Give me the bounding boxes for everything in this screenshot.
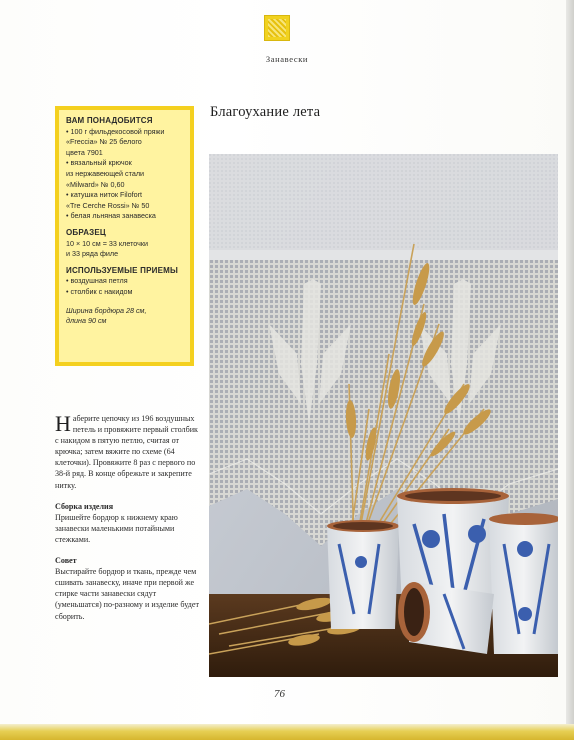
sample-heading: ОБРАЗЕЦ bbox=[66, 227, 106, 237]
techniques-section bbox=[66, 266, 184, 298]
sample-section bbox=[66, 228, 184, 260]
materials-list bbox=[66, 127, 184, 222]
ceramic-pot-left bbox=[327, 520, 399, 629]
linen-fabric bbox=[209, 154, 558, 254]
page-edge bbox=[566, 0, 574, 740]
materials-item bbox=[66, 127, 184, 159]
tip-text: Выстирайте бордюр и ткань, прежде чем сшивать занавеску, иначе при первой же стирке части занавески сядут (уменьшатся) по-разному и изделие будет сборить. bbox=[55, 567, 200, 621]
materials-line: • катушка ниток Filofort bbox=[66, 190, 184, 201]
curtain-photo bbox=[209, 154, 558, 677]
assembly-text: Пришейте бордюр к нижнему краю занавески маленькими потайными стежками. bbox=[55, 512, 178, 544]
materials-line: цвета 7901 bbox=[66, 147, 103, 157]
drop-cap: Н bbox=[55, 411, 71, 436]
bottom-band bbox=[0, 724, 574, 740]
ceramic-pot-right bbox=[489, 513, 558, 654]
tip-heading: Совет bbox=[55, 556, 77, 566]
technique-item: • воздушная петля bbox=[66, 276, 184, 287]
curtain-photo-illustration bbox=[209, 154, 558, 677]
materials-item bbox=[66, 190, 184, 211]
instructions-intro-text: аберите цепочку из 196 воздушных петель и провяжите первый столбик с накидом в пятую петлю, считая от крючка; затем вяжите по схеме (64 клеточки). Провяжите 8 раз с первого по 38-й ряд. В конце обрежьте и закрепите нитку. bbox=[55, 414, 198, 490]
sample-line: 10 × 10 см = 33 клеточки bbox=[66, 238, 149, 248]
materials-item bbox=[66, 158, 184, 190]
dimensions-note bbox=[66, 306, 184, 327]
materials-line: из нержавеющей стали bbox=[66, 168, 145, 178]
linen-hem bbox=[209, 250, 558, 260]
dimensions-line: длина 90 см bbox=[66, 316, 107, 326]
page-title: Благоухание лета bbox=[210, 104, 321, 120]
section-label: Занавески bbox=[265, 54, 309, 64]
technique-item: • столбик с накидом bbox=[66, 287, 184, 298]
materials-box bbox=[55, 106, 194, 366]
materials-line: «Freccia» № 25 белого bbox=[66, 137, 142, 147]
assembly-heading: Сборка изделия bbox=[55, 501, 114, 511]
techniques-heading: ИСПОЛЬЗУЕМЫЕ ПРИЕМЫ bbox=[66, 265, 179, 275]
instructions-text bbox=[55, 413, 203, 622]
instructions-intro bbox=[55, 413, 203, 491]
page-number: 76 bbox=[274, 688, 285, 700]
materials-heading: ВАМ ПОНАДОБИТСЯ bbox=[66, 116, 153, 125]
section-logo-icon bbox=[264, 15, 290, 41]
materials-item bbox=[66, 211, 184, 222]
dimensions-line: Ширина бордюра 28 см, bbox=[66, 305, 147, 315]
materials-line: «Tre Cerche Rossi» № 50 bbox=[66, 200, 150, 210]
materials-section bbox=[66, 116, 184, 222]
materials-line: • 100 г фильдекосовой пряжи bbox=[66, 127, 184, 138]
materials-line: «Milward» № 0,60 bbox=[66, 179, 125, 189]
materials-line: • вязальный крючок bbox=[66, 158, 184, 169]
sample-line: и 33 ряда филе bbox=[66, 249, 119, 259]
materials-line: • белая льняная занавеска bbox=[66, 211, 184, 222]
